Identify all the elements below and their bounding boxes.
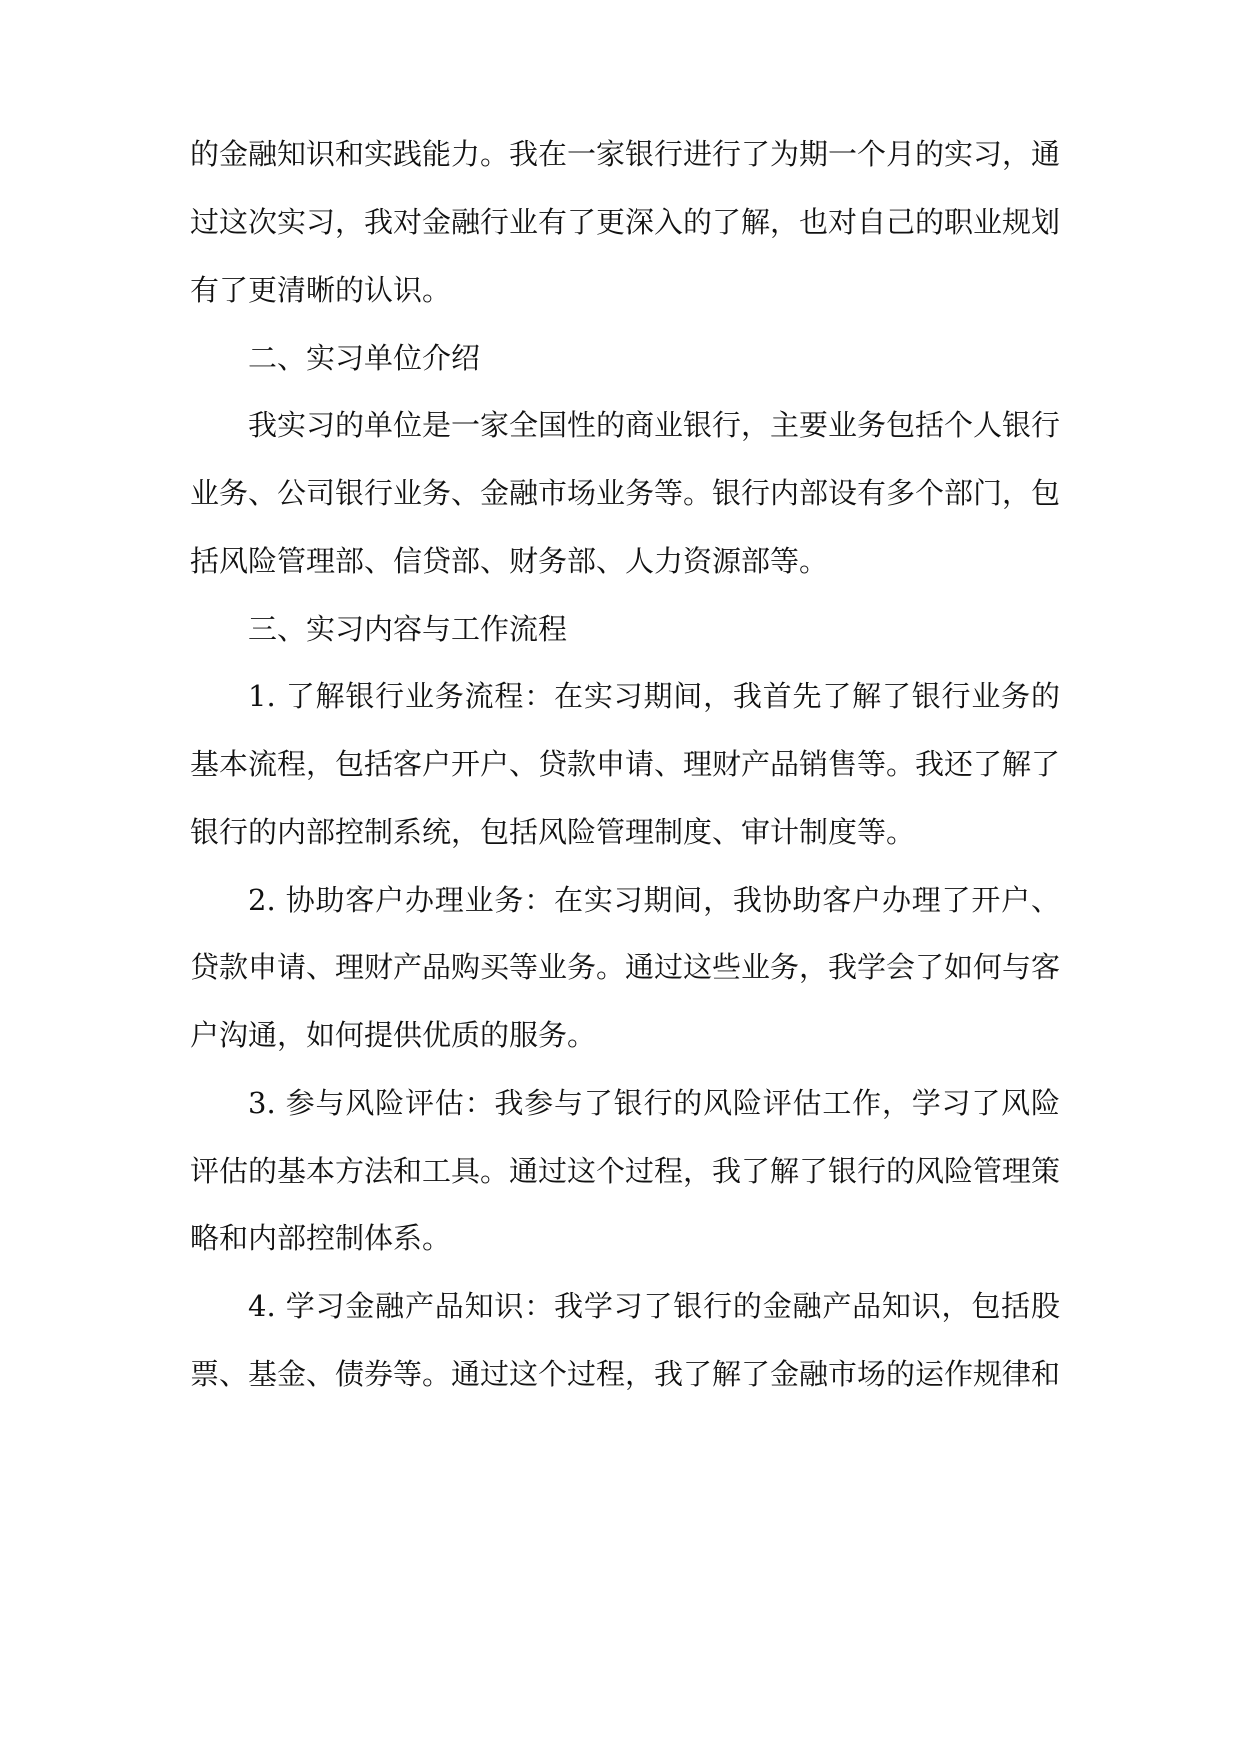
section-heading: 三、实习内容与工作流程 <box>248 612 568 646</box>
paragraph-line: 户沟通，如何提供优质的服务。 <box>190 1018 597 1052</box>
paragraph-line: 贷款申请、理财产品购买等业务。通过这些业务，我学会了如何与客 <box>190 950 1061 984</box>
paragraph-line: 基本流程，包括客户开户、贷款申请、理财产品销售等。我还了解了 <box>190 747 1061 781</box>
paragraph-line: 括风险管理部、信贷部、财务部、人力资源部等。 <box>190 544 829 578</box>
paragraph-line: 票、基金、债券等。通过这个过程，我了解了金融市场的运作规律和 <box>190 1357 1061 1391</box>
list-item-line: 2. 协助客户办理业务：在实习期间，我协助客户办理了开户、 <box>248 883 1060 917</box>
list-item-line: 4. 学习金融产品知识：我学习了银行的金融产品知识，包括股 <box>248 1289 1060 1323</box>
paragraph-line: 有了更清晰的认识。 <box>190 273 452 307</box>
list-item-line: 3. 参与风险评估：我参与了银行的风险评估工作，学习了风险 <box>248 1086 1060 1120</box>
section-heading: 二、实习单位介绍 <box>248 341 481 375</box>
paragraph-line: 评估的基本方法和工具。通过这个过程，我了解了银行的风险管理策 <box>190 1154 1061 1188</box>
paragraph-line: 过这次实习，我对金融行业有了更深入的了解，也对自己的职业规划 <box>190 205 1061 239</box>
paragraph-line: 略和内部控制体系。 <box>190 1221 452 1255</box>
list-item-line: 1. 了解银行业务流程：在实习期间，我首先了解了银行业务的 <box>248 679 1060 713</box>
paragraph-line: 银行的内部控制系统，包括风险管理制度、审计制度等。 <box>190 815 916 849</box>
paragraph-line: 我实习的单位是一家全国性的商业银行，主要业务包括个人银行 <box>248 408 1061 442</box>
paragraph-line: 的金融知识和实践能力。我在一家银行进行了为期一个月的实习，通 <box>190 137 1061 171</box>
paragraph-line: 业务、公司银行业务、金融市场业务等。银行内部设有多个部门，包 <box>190 476 1061 510</box>
